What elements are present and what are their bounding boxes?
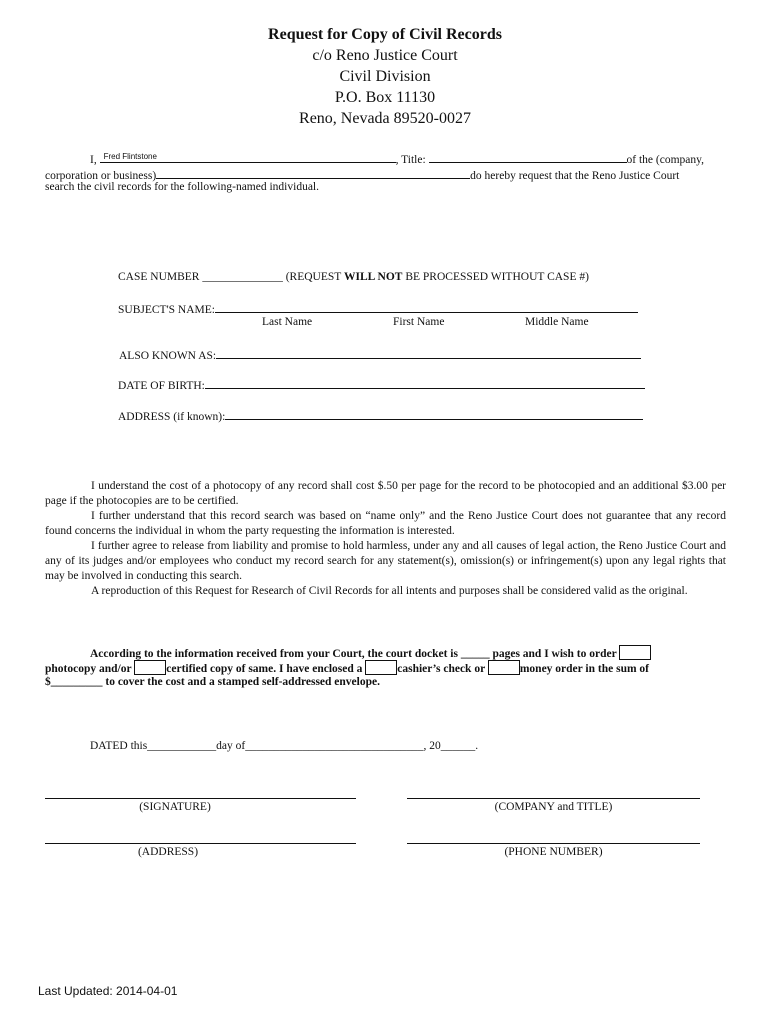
terms-paragraph-3: I further agree to release from liability and promise to hold harmless, under any and all causes of legal action, the Reno Justice Court and any of its judges and/or employees who conduct my record search for any statement(s), omission(s) or infringement(s) upon any legal rights that may be involved in conducting this search. [45,540,726,582]
address-label: ADDRESS (if known): [118,411,226,423]
certified-copy-checkbox[interactable] [134,660,166,675]
order-line-1 [90,645,651,660]
phone-number-line[interactable] [407,843,700,844]
intro-line-2 [45,166,679,182]
of-company-text: of the (company, [626,154,705,166]
intro-line-3: search the civil records for the following-named individual. [45,181,319,193]
form-header [0,24,770,129]
certified-copy-label: certified copy of same. I have enclosed a [166,663,363,675]
terms-section [45,479,726,599]
last-updated: Last Updated: 2014-04-01 [38,984,178,998]
company-title-label: (COMPANY and TITLE) [494,801,613,813]
dob-label: DATE OF BIRTH: [118,380,205,392]
title-field[interactable] [429,150,627,163]
signer-address-label: (ADDRESS) [137,846,199,858]
order-line-2 [45,660,649,675]
aka-row [119,346,641,362]
address-field[interactable] [225,407,643,420]
money-order-label: money order in the sum of [519,663,649,675]
terms-paragraph-1: I understand the cost of a photocopy of any record shall cost $.50 per page for the record to be photocopied and an additional $3.00 per page if the photocopies are to be certified. [45,480,726,507]
dob-row [118,376,645,392]
case-number-label: CASE NUMBER ______________ (REQUEST [118,271,344,283]
address-line-3: P.O. Box 11130 [334,89,436,106]
case-suffix-text: BE PROCESSED WITHOUT CASE #) [402,271,589,283]
subject-name-label: SUBJECT'S NAME: [118,304,215,316]
hereby-text: do hereby request that the Reno Justice Court [470,170,680,182]
company-title-line[interactable] [407,798,700,799]
order-line-3: $_________ to cover the cost and a stamped self-addressed envelope. [45,676,380,688]
photocopy-checkbox[interactable] [619,645,651,660]
cashiers-check-label: cashier’s check or [397,663,485,675]
phone-number-label: (PHONE NUMBER) [504,846,603,858]
terms-paragraph-4: A reproduction of this Request for Research of Civil Records for all intents and purposes shall be considered valid as the original. [91,585,688,597]
title-label: , Title: [395,154,426,166]
first-name-label: First Name [393,316,445,328]
dob-field[interactable] [205,376,645,389]
will-not-text: WILL NOT [343,271,403,283]
signature-line[interactable] [45,798,356,799]
address-line-2: Civil Division [339,68,431,85]
subject-name-row [118,300,638,316]
middle-name-label: Middle Name [525,316,589,328]
photocopy-label: photocopy and/or [45,663,132,675]
address-row [118,407,643,423]
requester-name-field[interactable] [100,150,396,163]
address-line-4: Reno, Nevada 89520-0027 [299,110,471,127]
aka-label: ALSO KNOWN AS: [119,350,217,362]
i-label: I, [90,154,97,166]
signer-address-line[interactable] [45,843,356,844]
subject-name-field[interactable] [215,300,638,313]
dated-line: DATED this____________day of_______________________________, 20______. [90,740,479,752]
corporation-label: corporation or business) [45,170,157,182]
last-name-label: Last Name [262,316,313,328]
cashiers-check-checkbox[interactable] [365,660,397,675]
form-title: Request for Copy of Civil Records [268,26,502,43]
signature-label: (SIGNATURE) [139,801,211,813]
intro-line-1 [90,150,704,166]
terms-paragraph-2: I further understand that this record search was based on “name only” and the Reno Justice Court does not guarantee that any record found concerns the individual in whom the party requesting the information is interested. [45,510,726,537]
company-field[interactable] [156,166,470,179]
aka-field[interactable] [216,346,641,359]
money-order-checkbox[interactable] [488,660,520,675]
order-text-1: According to the information received from your Court, the court docket is _____ pages and I wish to order [90,648,617,660]
case-number-row [118,271,589,283]
address-line-1: c/o Reno Justice Court [312,47,458,64]
requester-name-value: Fred Flintstone [103,152,157,161]
